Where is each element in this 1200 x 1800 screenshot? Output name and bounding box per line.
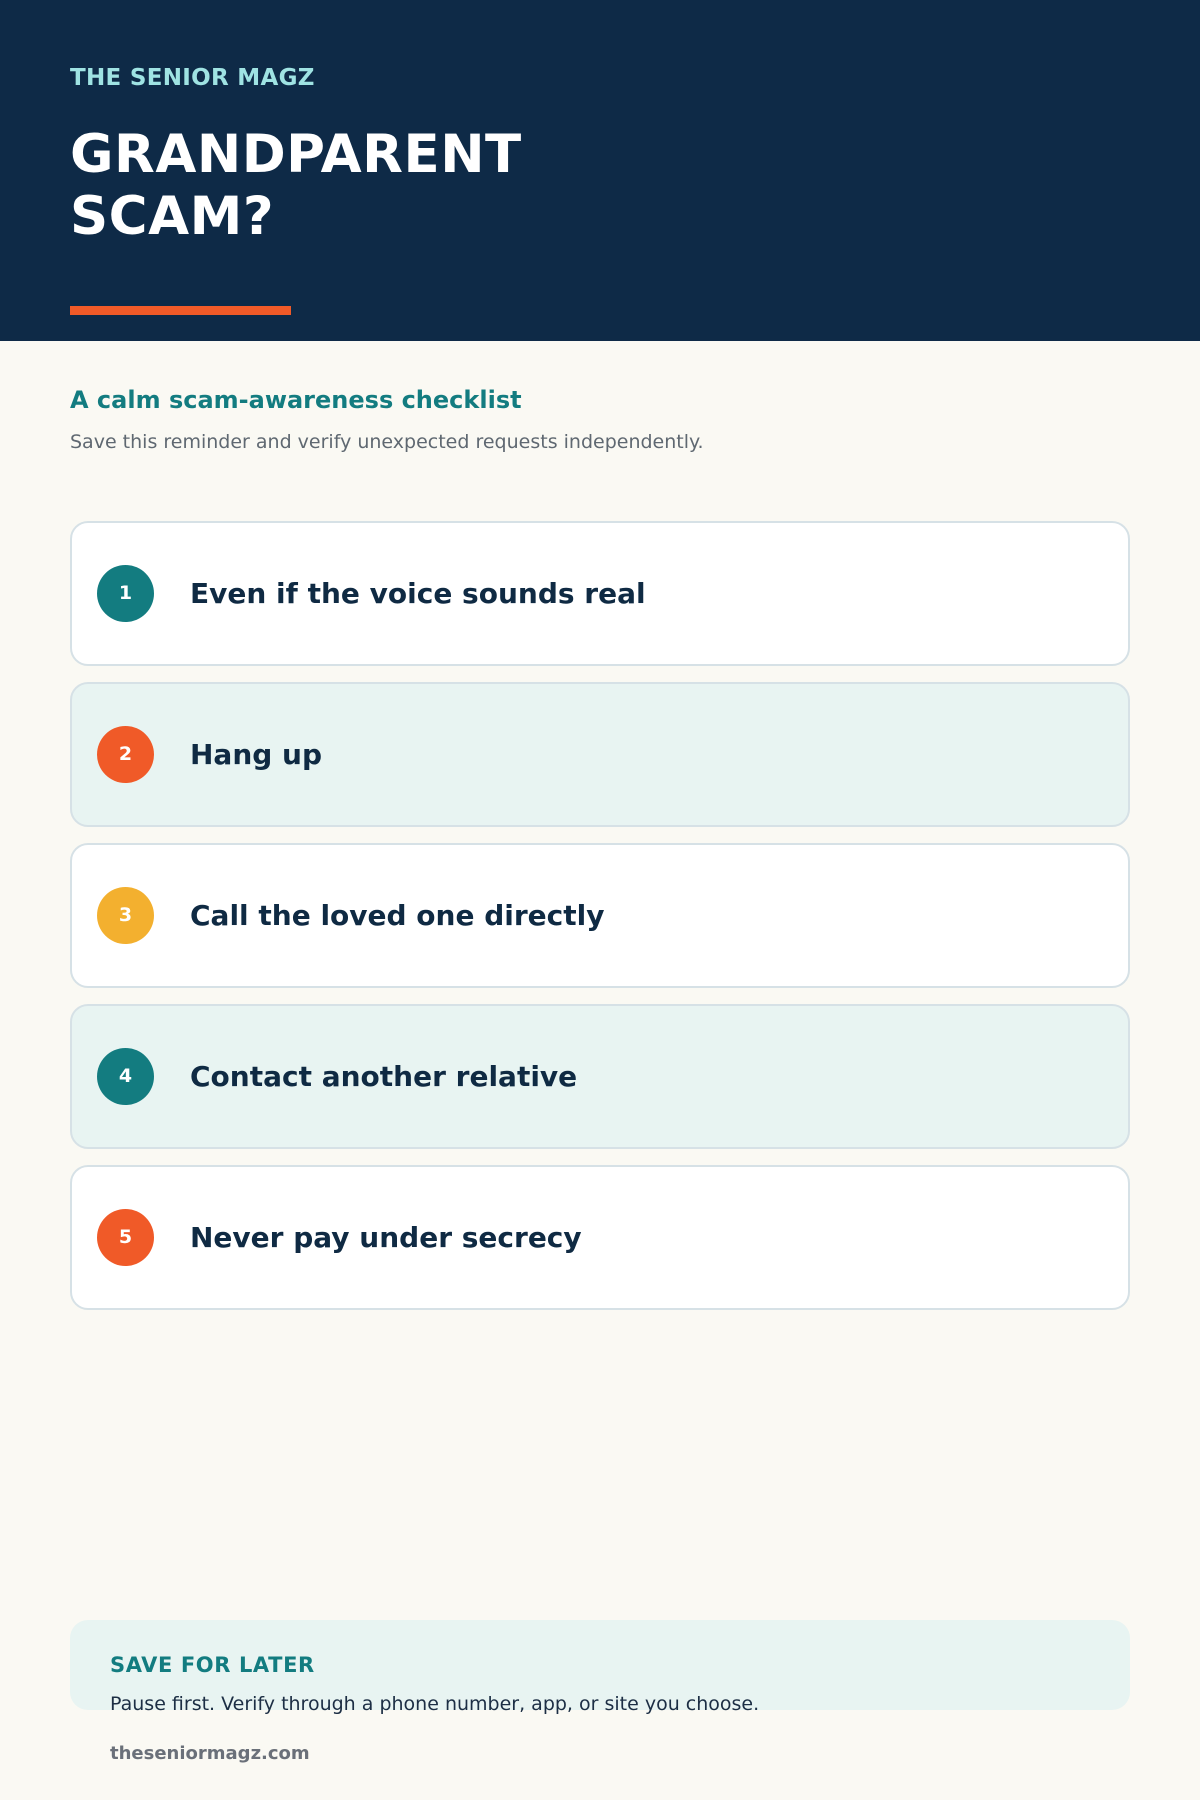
page-title	[70, 124, 770, 248]
step-number-badge: 2	[97, 726, 154, 783]
checklist-item-label: Never pay under secrecy	[190, 1221, 582, 1254]
step-number-badge: 1	[97, 565, 154, 622]
checklist-item-4	[70, 1004, 1130, 1149]
checklist-item-5	[70, 1165, 1130, 1310]
title-line-2: SCAM?	[70, 186, 275, 247]
checklist-item-label: Even if the voice sounds real	[190, 577, 646, 610]
website-link[interactable]: theseniormagz.com	[110, 1743, 310, 1764]
checklist-item-1	[70, 521, 1130, 666]
checklist-subtitle: A calm scam-awareness checklist	[70, 386, 522, 414]
step-number-badge: 3	[97, 887, 154, 944]
checklist-item-label: Hang up	[190, 738, 323, 771]
accent-divider	[70, 306, 291, 315]
checklist-item-label: Contact another relative	[190, 1060, 578, 1093]
checklist-item-3	[70, 843, 1130, 988]
checklist-item-2	[70, 682, 1130, 827]
checklist-item-label: Call the loved one directly	[190, 899, 605, 932]
brand-name: THE SENIOR MAGZ	[70, 65, 315, 91]
header-banner	[0, 0, 1200, 341]
save-for-later-heading: SAVE FOR LATER	[110, 1653, 315, 1677]
save-for-later-text: Pause first. Verify through a phone number, app, or site you choose.	[110, 1693, 760, 1715]
step-number-badge: 4	[97, 1048, 154, 1105]
title-line-1: GRANDPARENT	[70, 124, 522, 185]
step-number-badge: 5	[97, 1209, 154, 1266]
checklist-description: Save this reminder and verify unexpected requests independently.	[70, 431, 704, 453]
